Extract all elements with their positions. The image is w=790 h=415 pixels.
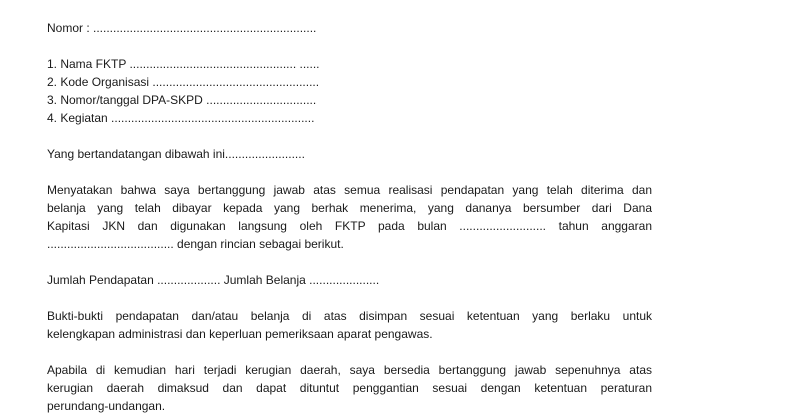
spacer [47, 163, 652, 181]
paragraph-line: belanja yang telah dibayar kepada yang berhak menerima, yang dananya bersumber dari Dana [47, 201, 652, 215]
paragraph-line: kerugian daerah dimaksud dan dapat dituntut penggantian sesuai dengan ketentuan peraturan [47, 381, 652, 395]
spacer [47, 343, 652, 361]
paragraph-line: Kapitasi JKN dan digunakan langsung oleh FKTP pada bulan .......................... tahun anggaran [47, 219, 652, 233]
spacer [47, 37, 652, 55]
evidence-paragraph [47, 307, 652, 343]
item-nomor-dpa: 3. Nomor/tanggal DPA-SKPD ................................. [47, 93, 317, 107]
identity-list [47, 55, 652, 127]
statement-document [47, 19, 652, 415]
paragraph-line: ...................................... dengan rincian sebagai berikut. [47, 237, 344, 251]
paragraph-line: Apabila di kemudian hari terjadi kerugian daerah, saya bersedia bertanggung jawab sepenuhnya atas [47, 363, 652, 377]
statement-paragraph [47, 181, 652, 253]
spacer [47, 253, 652, 271]
item-kegiatan: 4. Kegiatan ............................................................. [47, 111, 315, 125]
liability-paragraph [47, 361, 652, 415]
paragraph-line: Bukti-bukti pendapatan dan/atau belanja di atas disimpan sesuai ketentuan yang berlaku untuk [47, 309, 652, 323]
paragraph-line: perundang-undangan. [47, 399, 166, 413]
paragraph-line: Menyatakan bahwa saya bertanggung jawab atas semua realisasi pendapatan yang telah diterima dan [47, 183, 652, 197]
item-kode-organisasi: 2. Kode Organisasi .................................................. [47, 75, 320, 89]
spacer [47, 289, 652, 307]
signer-line: Yang bertandatangan dibawah ini........................ [47, 147, 305, 161]
paragraph-line: kelengkapan administrasi dan keperluan pemeriksaan aparat pengawas. [47, 327, 433, 341]
totals-line: Jumlah Pendapatan ................... Jumlah Belanja ..................... [47, 273, 380, 287]
spacer [47, 127, 652, 145]
nomor-line: Nomor : ................................................................... [47, 21, 317, 35]
item-nama-fktp: 1. Nama FKTP .................................................. ...... [47, 57, 320, 71]
